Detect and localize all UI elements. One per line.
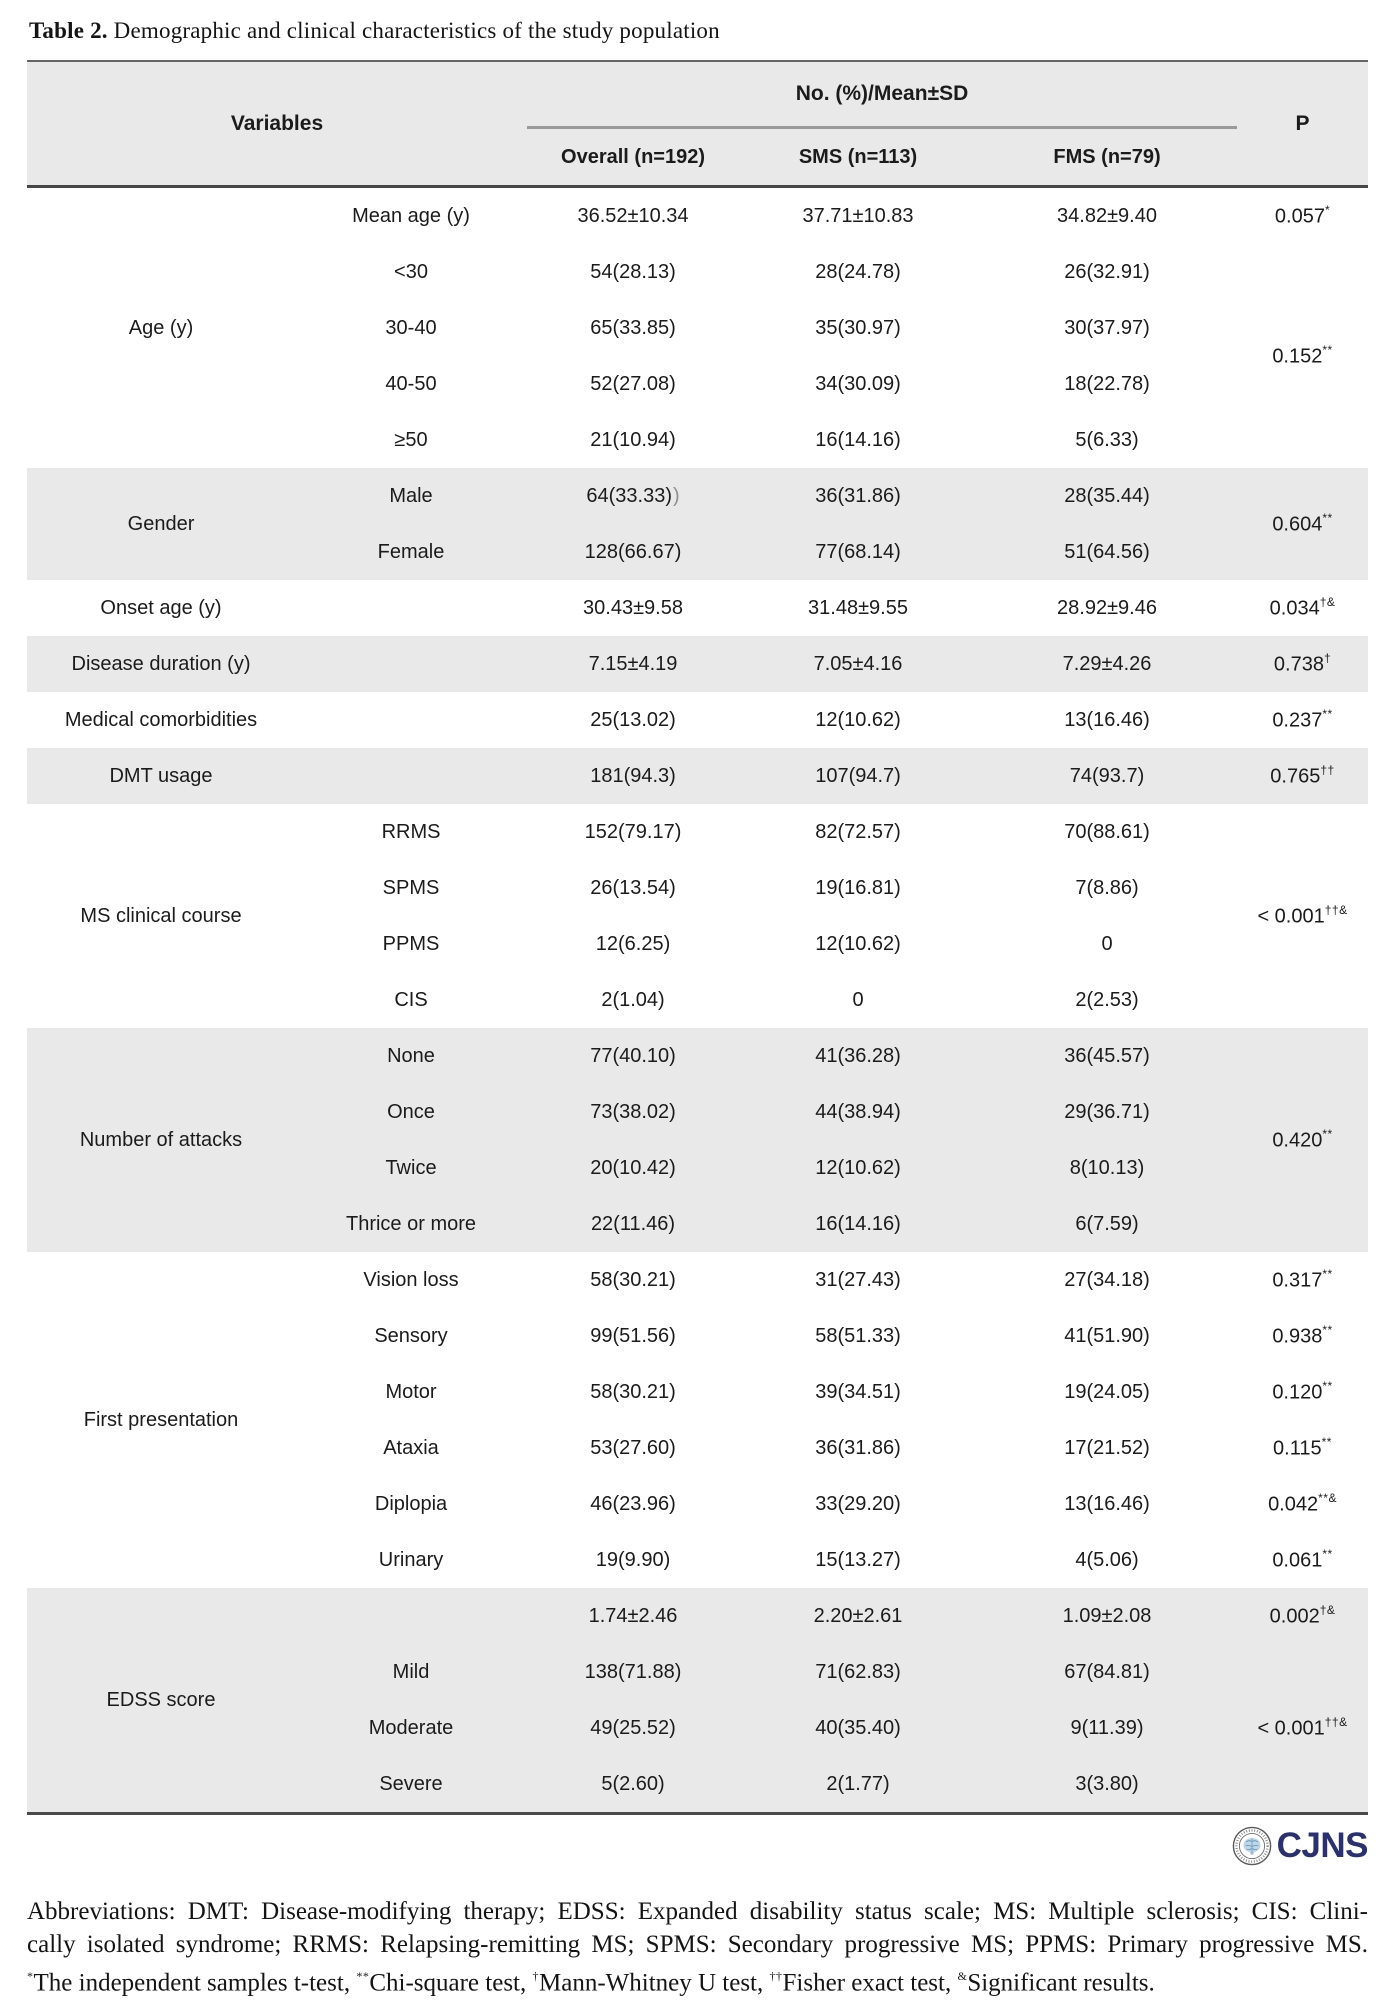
- value-cell-fms: 7(8.86): [977, 860, 1237, 916]
- value-cell-overall: 128(66.67): [527, 524, 739, 580]
- row-label-cell: Male: [295, 468, 527, 524]
- value-cell-overall: 65(33.85): [527, 300, 739, 356]
- value-cell-sms: 12(10.62): [739, 916, 977, 972]
- value-cell-fms: 8(10.13): [977, 1140, 1237, 1196]
- value-cell-overall: 21(10.94): [527, 412, 739, 468]
- p-value-cell: 0.061**: [1237, 1532, 1368, 1588]
- row-label-cell: Mean age (y): [295, 187, 527, 245]
- p-value-cell: 0.420**: [1237, 1028, 1368, 1252]
- value-cell-overall: 181(94.3): [527, 748, 739, 804]
- value-cell-sms: 31.48±9.55: [739, 580, 977, 636]
- row-label-cell: Thrice or more: [295, 1196, 527, 1252]
- value-cell-overall: 2(1.04): [527, 972, 739, 1028]
- value-cell-sms: 71(62.83): [739, 1644, 977, 1700]
- value-cell-overall: 52(27.08): [527, 356, 739, 412]
- footnote-line-1: Abbreviations: DMT: Disease-modifying therapy; EDSS: Expanded disability status scale; MS: Multiple sclerosis; CIS: Clini-: [27, 1898, 1368, 1925]
- table-row: [27, 636, 1368, 692]
- row-label-cell: PPMS: [295, 916, 527, 972]
- value-cell-sms: 35(30.97): [739, 300, 977, 356]
- header-col-overall: Overall (n=192): [527, 128, 739, 187]
- footnote-line-2: cally isolated syndrome; RRMS: Relapsing-remitting MS; SPMS: Secondary progressive MS; PPMS: Primary progressive MS.: [27, 1931, 1368, 1958]
- value-cell-fms: 30(37.97): [977, 300, 1237, 356]
- value-cell-fms: 13(16.46): [977, 1476, 1237, 1532]
- row-label-cell: Urinary: [295, 1532, 527, 1588]
- table-row: [27, 1252, 1368, 1308]
- row-label-cell: [295, 580, 527, 636]
- value-cell-overall: 1.74±2.46: [527, 1588, 739, 1644]
- value-cell-sms: 2(1.77): [739, 1756, 977, 1814]
- row-label-cell: Once: [295, 1084, 527, 1140]
- value-cell-fms: 18(22.78): [977, 356, 1237, 412]
- value-cell-overall: 152(79.17): [527, 804, 739, 860]
- table-row: [27, 804, 1368, 860]
- value-cell-overall: 99(51.56): [527, 1308, 739, 1364]
- row-label-cell: RRMS: [295, 804, 527, 860]
- footnote-marker: ††: [769, 1969, 783, 1983]
- value-cell-fms: 17(21.52): [977, 1420, 1237, 1476]
- value-cell-overall: 138(71.88): [527, 1644, 739, 1700]
- p-value-cell: 0.604**: [1237, 468, 1368, 580]
- row-label-cell: [295, 692, 527, 748]
- footnote-marker: *: [27, 1969, 34, 1983]
- value-cell-overall: 7.15±4.19: [527, 636, 739, 692]
- table-row: [27, 187, 1368, 245]
- header-col-fms: FMS (n=79): [977, 128, 1237, 187]
- value-cell-overall: 64(33.33)): [527, 468, 739, 524]
- p-value-cell: 0.002†&: [1237, 1588, 1368, 1644]
- value-cell-fms: 28(35.44): [977, 468, 1237, 524]
- value-cell-overall: 26(13.54): [527, 860, 739, 916]
- value-cell-sms: 31(27.43): [739, 1252, 977, 1308]
- category-cell: First presentation: [27, 1252, 295, 1588]
- p-value-cell: 0.317**: [1237, 1252, 1368, 1308]
- row-label-cell: CIS: [295, 972, 527, 1028]
- value-cell-fms: 1.09±2.08: [977, 1588, 1237, 1644]
- row-label-cell: <30: [295, 244, 527, 300]
- value-cell-sms: 2.20±2.61: [739, 1588, 977, 1644]
- row-label-cell: Diplopia: [295, 1476, 527, 1532]
- value-cell-fms: 6(7.59): [977, 1196, 1237, 1252]
- value-cell-sms: 36(31.86): [739, 468, 977, 524]
- header-col-sms: SMS (n=113): [739, 128, 977, 187]
- row-label-cell: None: [295, 1028, 527, 1084]
- p-value-cell: 0.057*: [1237, 187, 1368, 245]
- journal-logo: [27, 1823, 1368, 1869]
- value-cell-fms: 2(2.53): [977, 972, 1237, 1028]
- value-cell-fms: 3(3.80): [977, 1756, 1237, 1814]
- value-cell-overall: 19(9.90): [527, 1532, 739, 1588]
- header-group-label: No. (%)/Mean±SD: [527, 61, 1237, 128]
- value-cell-overall: 53(27.60): [527, 1420, 739, 1476]
- value-cell-sms: 40(35.40): [739, 1700, 977, 1756]
- footnote-line-3: *The independent samples t-test, **Chi-square test, †Mann-Whitney U test, ††Fisher exact test, &Significant results.: [27, 1969, 1155, 1997]
- row-label-cell: Moderate: [295, 1700, 527, 1756]
- value-cell-fms: 27(34.18): [977, 1252, 1237, 1308]
- table-row: [27, 1588, 1368, 1644]
- value-cell-fms: 28.92±9.46: [977, 580, 1237, 636]
- value-cell-sms: 34(30.09): [739, 356, 977, 412]
- row-label-cell: Twice: [295, 1140, 527, 1196]
- value-cell-sms: 7.05±4.16: [739, 636, 977, 692]
- value-cell-fms: 51(64.56): [977, 524, 1237, 580]
- value-cell-fms: 5(6.33): [977, 412, 1237, 468]
- header-variables: Variables: [27, 61, 527, 187]
- value-cell-fms: 0: [977, 916, 1237, 972]
- table-row: [27, 468, 1368, 524]
- value-cell-overall: 54(28.13): [527, 244, 739, 300]
- value-cell-sms: 15(13.27): [739, 1532, 977, 1588]
- table-header: [27, 61, 1368, 187]
- value-cell-overall: 22(11.46): [527, 1196, 739, 1252]
- value-cell-overall: 46(23.96): [527, 1476, 739, 1532]
- value-cell-overall: 20(10.42): [527, 1140, 739, 1196]
- value-cell-overall: 30.43±9.58: [527, 580, 739, 636]
- value-cell-sms: 12(10.62): [739, 1140, 977, 1196]
- value-cell-overall: 58(30.21): [527, 1364, 739, 1420]
- value-cell-fms: 74(93.7): [977, 748, 1237, 804]
- value-cell-sms: 77(68.14): [739, 524, 977, 580]
- footnote: [27, 1895, 1368, 1999]
- value-cell-overall: 36.52±10.34: [527, 187, 739, 245]
- table-title-label: Table 2.: [29, 18, 108, 43]
- category-cell: Medical comorbidities: [27, 692, 295, 748]
- p-value-cell: 0.765††: [1237, 748, 1368, 804]
- row-label-cell: [295, 1588, 527, 1644]
- value-cell-overall: 58(30.21): [527, 1252, 739, 1308]
- category-cell: Number of attacks: [27, 1028, 295, 1252]
- value-cell-fms: 19(24.05): [977, 1364, 1237, 1420]
- category-cell: DMT usage: [27, 748, 295, 804]
- category-cell: Age (y): [27, 187, 295, 469]
- value-cell-sms: 19(16.81): [739, 860, 977, 916]
- cjns-logo-text: CJNS: [1276, 1826, 1368, 1865]
- value-cell-overall: 73(38.02): [527, 1084, 739, 1140]
- value-cell-fms: 34.82±9.40: [977, 187, 1237, 245]
- value-cell-fms: 29(36.71): [977, 1084, 1237, 1140]
- table-title-text: Demographic and clinical characteristics of the study population: [107, 18, 720, 43]
- value-cell-sms: 37.71±10.83: [739, 187, 977, 245]
- footnote-marker: **: [356, 1969, 370, 1983]
- table-row: [27, 580, 1368, 636]
- render-artifact: ): [672, 484, 680, 507]
- row-label-cell: Severe: [295, 1756, 527, 1814]
- category-cell: MS clinical course: [27, 804, 295, 1028]
- value-cell-fms: 4(5.06): [977, 1532, 1237, 1588]
- p-value-cell: < 0.001††&: [1237, 1644, 1368, 1814]
- value-cell-sms: 36(31.86): [739, 1420, 977, 1476]
- p-value-cell: 0.738†: [1237, 636, 1368, 692]
- row-label-cell: 40-50: [295, 356, 527, 412]
- value-cell-sms: 39(34.51): [739, 1364, 977, 1420]
- value-cell-overall: 25(13.02): [527, 692, 739, 748]
- footnote-marker: &: [957, 1969, 968, 1983]
- value-cell-sms: 28(24.78): [739, 244, 977, 300]
- row-label-cell: 30-40: [295, 300, 527, 356]
- value-cell-sms: 107(94.7): [739, 748, 977, 804]
- row-label-cell: Sensory: [295, 1308, 527, 1364]
- row-label-cell: Female: [295, 524, 527, 580]
- row-label-cell: SPMS: [295, 860, 527, 916]
- category-cell: Disease duration (y): [27, 636, 295, 692]
- value-cell-fms: 9(11.39): [977, 1700, 1237, 1756]
- value-cell-fms: 41(51.90): [977, 1308, 1237, 1364]
- value-cell-overall: 12(6.25): [527, 916, 739, 972]
- p-value-cell: 0.237**: [1237, 692, 1368, 748]
- p-value-cell: 0.034†&: [1237, 580, 1368, 636]
- footnote-marker: †: [532, 1969, 539, 1983]
- p-value-cell: < 0.001††&: [1237, 804, 1368, 1028]
- characteristics-table: [27, 60, 1368, 1815]
- value-cell-sms: 16(14.16): [739, 1196, 977, 1252]
- row-label-cell: Vision loss: [295, 1252, 527, 1308]
- table-row: [27, 1028, 1368, 1084]
- value-cell-overall: 49(25.52): [527, 1700, 739, 1756]
- p-value-cell: 0.115**: [1237, 1420, 1368, 1476]
- category-cell: EDSS score: [27, 1588, 295, 1814]
- value-cell-sms: 44(38.94): [739, 1084, 977, 1140]
- cjns-emblem-icon: [1232, 1826, 1272, 1866]
- row-label-cell: [295, 748, 527, 804]
- value-cell-fms: 70(88.61): [977, 804, 1237, 860]
- value-cell-fms: 36(45.57): [977, 1028, 1237, 1084]
- value-cell-sms: 82(72.57): [739, 804, 977, 860]
- value-cell-sms: 12(10.62): [739, 692, 977, 748]
- row-label-cell: Motor: [295, 1364, 527, 1420]
- value-cell-fms: 13(16.46): [977, 692, 1237, 748]
- p-value-cell: 0.120**: [1237, 1364, 1368, 1420]
- value-cell-sms: 41(36.28): [739, 1028, 977, 1084]
- value-cell-fms: 7.29±4.26: [977, 636, 1237, 692]
- category-cell: Gender: [27, 468, 295, 580]
- table-row: [27, 692, 1368, 748]
- value-cell-sms: 33(29.20): [739, 1476, 977, 1532]
- row-label-cell: Ataxia: [295, 1420, 527, 1476]
- p-value-cell: 0.042**&: [1237, 1476, 1368, 1532]
- value-cell-overall: 5(2.60): [527, 1756, 739, 1814]
- table-body: [27, 187, 1368, 1814]
- table-title: [29, 18, 1368, 44]
- value-cell-overall: 77(40.10): [527, 1028, 739, 1084]
- row-label-cell: Mild: [295, 1644, 527, 1700]
- p-value-cell: 0.938**: [1237, 1308, 1368, 1364]
- value-cell-fms: 26(32.91): [977, 244, 1237, 300]
- row-label-cell: ≥50: [295, 412, 527, 468]
- header-p: P: [1237, 61, 1368, 187]
- table-row: [27, 748, 1368, 804]
- row-label-cell: [295, 636, 527, 692]
- category-cell: Onset age (y): [27, 580, 295, 636]
- value-cell-sms: 58(51.33): [739, 1308, 977, 1364]
- value-cell-sms: 0: [739, 972, 977, 1028]
- value-cell-fms: 67(84.81): [977, 1644, 1237, 1700]
- value-cell-sms: 16(14.16): [739, 412, 977, 468]
- p-value-cell: 0.152**: [1237, 244, 1368, 468]
